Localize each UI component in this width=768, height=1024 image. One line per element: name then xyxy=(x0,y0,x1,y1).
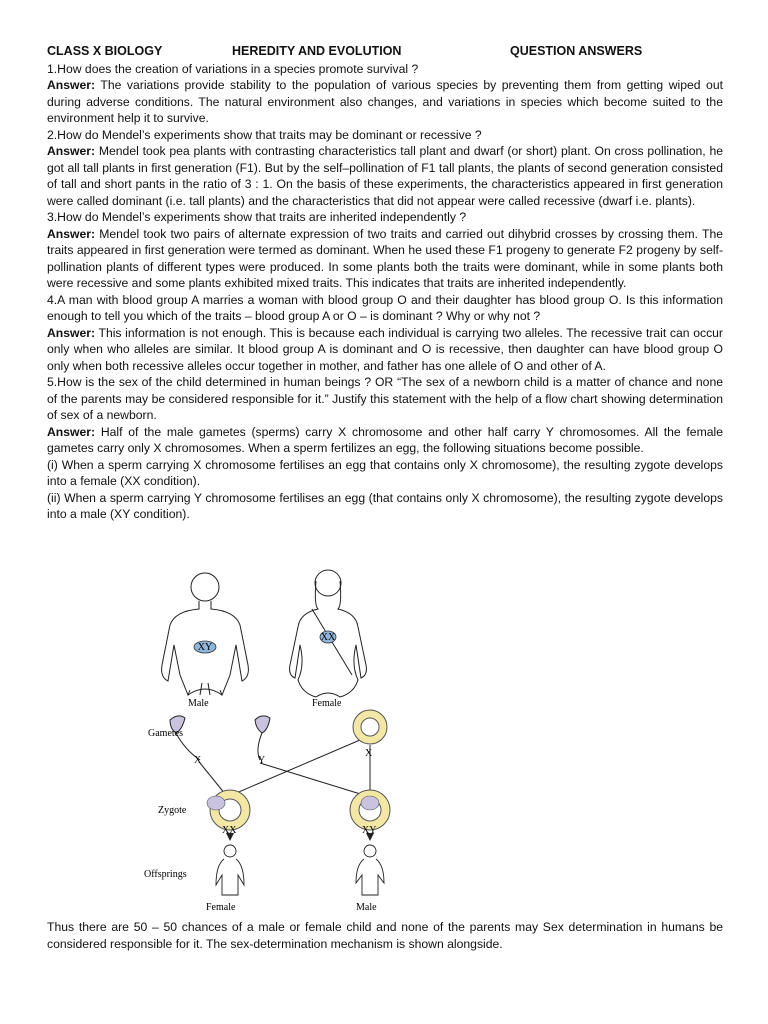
answer-label: Answer: xyxy=(47,424,96,439)
answer-5 xyxy=(47,424,723,457)
answer-2 xyxy=(47,143,723,209)
gametes-label: Gametes xyxy=(148,728,183,739)
question-5: 5.How is the sex of the child determined in human beings ? OR “The sex of a newborn child is a matter of chance and none of the parents may be considered responsible for it.” Justify this statement with the help of a flow chart showing determination of sex of a newborn. xyxy=(47,375,723,422)
answer-4 xyxy=(47,325,723,375)
offspring-male-label: Male xyxy=(356,902,377,913)
offsprings-label: Offsprings xyxy=(144,869,187,880)
question-3: 3.How do Mendel’s experiments show that traits are inherited independently ? xyxy=(47,210,467,224)
header-type: QUESTION ANSWERS xyxy=(510,44,643,58)
offspring-female-label: Female xyxy=(206,902,236,913)
header-chapter: HEREDITY AND EVOLUTION xyxy=(232,44,402,58)
answer-label: Answer: xyxy=(47,144,96,158)
case-1: (i) When a sperm carrying X chromosome fertilises an egg that contains only X chromosome), the resulting zygote develops into a female (XX condition). xyxy=(47,457,723,488)
xy-label: XY xyxy=(197,642,213,653)
question-1: 1.How does the creation of variations in a species promote survival ? xyxy=(47,61,419,76)
zygote-xy-label: XY xyxy=(362,825,377,836)
male-body-outline xyxy=(162,573,249,695)
male-label: Male xyxy=(188,698,209,709)
answer-3 xyxy=(47,226,723,292)
document-header xyxy=(47,43,723,60)
header-class: CLASS X BIOLOGY xyxy=(47,44,163,58)
case-2: (ii) When a sperm carrying Y chromosome fertilises an egg (that contains only X chromosome), the resulting zygote develops into a male (XY condition). xyxy=(47,490,723,521)
document-body xyxy=(47,43,723,523)
answer-label: Answer: xyxy=(47,226,96,241)
answer-5-text: Half of the male gametes (sperms) carry X chromosome and other half carry Y chromosomes. All the female gametes carry only X chromosomes. When a sperm fertilizes an egg, the following situations become possible. xyxy=(47,424,723,455)
egg-x-label: X xyxy=(365,748,373,759)
zygote-xx-label: XX xyxy=(222,825,237,836)
answer-label: Answer: xyxy=(47,78,96,92)
zygote-label: Zygote xyxy=(158,805,187,816)
sex-determination-figure xyxy=(130,565,450,915)
answer-1-text: The variations provide stability to the population of various species by preventing them from getting wiped out during adverse conditions. The natural environment also changes, and variations in species which become suited to the environment help it to survive. xyxy=(47,78,723,125)
sperm-right-icon xyxy=(255,716,270,733)
answer-3-text: Mendel took two pairs of alternate expression of two traits and carried out dihybrid crosses by crossing them. The traits appeared in first generation were termed as dominant. When he used these F1 progeny to generate F2 progeny by self-pollination plants of different types were produced. In some plants both the traits were dominant, while in some plants both were recessive and some plants exhibited mixed traits. This indicates that traits are inherited independently. xyxy=(47,226,723,290)
sperm-y-label: Y xyxy=(258,755,266,766)
answer-label: Answer: xyxy=(47,325,96,340)
closing-paragraph: Thus there are 50 – 50 chances of a male or female child and none of the parents may Sex determination in humans be considered responsible for it. The sex-determination mechanism is shown alongside. xyxy=(47,920,723,951)
female-label: Female xyxy=(312,698,342,709)
answer-4-text: This information is not enough. This is because each individual is carrying two alleles. The recessive trait can occur only when who alleles are similar. It blood group A is dominant and O is recessive, then daughter can have blood group O only when both recessive alleles occur together in mother, and father has one allele of O and other of A. xyxy=(47,325,723,373)
xx-inner-label: XX xyxy=(320,632,336,643)
sperm-x-label: X xyxy=(194,755,202,766)
question-2: 2.How do Mendel’s experiments show that traits may be dominant or recessive ? xyxy=(47,127,482,142)
question-4: 4.A man with blood group A marries a woman with blood group O and their daughter has blood group O. Is this information enough to tell you which of the traits – blood group A or O – is dominant ? Why or why not ? xyxy=(47,292,723,323)
answer-2-text: Mendel took pea plants with contrasting characteristics tall plant and dwarf (or short) plant. On cross pollination, he got all tall plants in first generation (F1). But by the self–pollination of F1 tall plants, the plants of second generation consisted of tall and short pants in the ratio of 3 : 1. On the basis of these experiments, the characteristics appeared in first generation were called dominant (i.e. tall plants) and the characteristics that did not appear were called recessive (dwarf i.e. plants). xyxy=(47,144,723,208)
answer-1 xyxy=(47,77,723,127)
